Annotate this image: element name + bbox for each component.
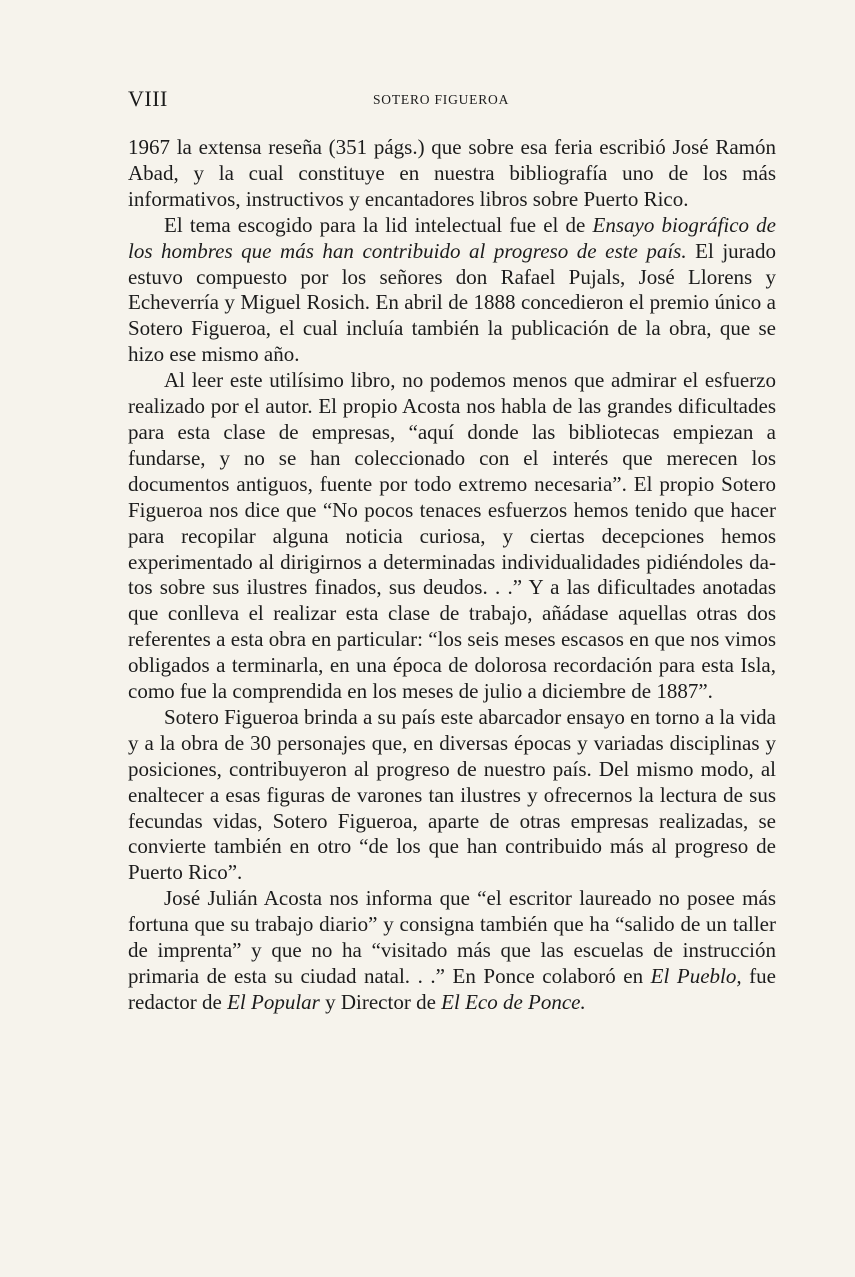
paragraph-4-text: Sotero Figueroa brinda a su país este abarcador ensayo en torno a la vida y a la obra de 30 personajes que, en diversas épocas y variadas disciplinas y posiciones, contribuyeron al progreso de nuestro país. Del mismo modo, al enaltecer a esas figuras de varones tan ilustres y ofrecernos la lectura de sus fecundas vidas, Sotero Figueroa, aparte de otras empresas realizadas, se convierte también en otro “de los que han contribuido más al progreso de Puerto Rico”.: [128, 704, 776, 885]
paragraph-5: [128, 886, 776, 1016]
paragraph-4: [128, 705, 776, 886]
paragraph-5-text-b: fue redactor de: [128, 964, 776, 1014]
paragraph-1-text: 1967 la extensa reseña (351 págs.) que sobre esa feria escribió José Ramón Abad, y la cual constituye en nuestra bibliografía uno de los más informativos, instructivos y encantadores libros sobre Puerto Rico.: [128, 135, 776, 211]
newspaper-el-popular: El Popular: [227, 989, 320, 1014]
paragraph-5-text-c: y Director de: [319, 989, 442, 1014]
paragraph-3: [128, 368, 776, 705]
paragraph-2-text-b: El jurado estuvo compuesto por los señores don Rafael Pujals, José Llorens y Echeverría y Miguel Rosich. En abril de 1888 concedieron el premio único a Sotero Figueroa, el cual incluía también la publicación de la obra, que se hizo ese mismo año.: [128, 238, 776, 367]
paragraph-2: [128, 213, 776, 368]
paragraph-3-text: Al leer este utilísimo libro, no podemos menos que admirar el esfuerzo realizado por el autor. El propio Acosta nos habla de las grandes dificultades para esta clase de empresas, “aquí donde las bibliotecas empiezan a fundarse, y no se han coleccionado con el interés que merecen los documentos antiguos, fuente por todo extremo necesaria”. El propio Sotero Figueroa nos dice que “No pocos tenaces esfuerzos hemos tenido que hacer para recopilar alguna noticia curiosa, y ciertas decepciones hemos experimentado al dirigirnos a determinadas individualidades pidiéndoles datos sobre sus ilustres finados, sus deudos. . .” Y a las dificultades anotadas que conlleva el realizar esta clase de trabajo, añádase aquellas otras dos referentes a esta obra en particular: “los seis meses escasos en que nos vimos obligados a terminarla, en una época de dolorosa recordación para esta Isla, como fue la comprendida en los meses de julio a diciembre de 1887”.: [128, 368, 776, 704]
running-head: SOTERO FIGUEROA: [373, 92, 510, 107]
body-text: [128, 135, 776, 1016]
essay-title: Ensayo biográfico de los hombres que más han contribuido al progreso de este país.: [128, 212, 777, 263]
page-number: VIII: [128, 86, 168, 111]
newspaper-el-pueblo: El Pueblo,: [650, 964, 742, 988]
paragraph-1: [128, 135, 776, 213]
newspaper-el-eco-de-ponce: El Eco de Ponce.: [441, 989, 586, 1014]
paragraph-5-text-a: José Julián Acosta nos informa que “el escritor laureado no posee más fortuna que su trabajo diario” y consigna también que ha “salido de un taller de imprenta” y que no ha “visitado más que las escuelas de instrucción primaria de esta su ciudad natal. . .” En Ponce colaboró en: [128, 886, 776, 988]
page-header: [128, 86, 776, 116]
paragraph-2-text-a: El tema escogido para la lid intelectual fue el de: [164, 212, 593, 237]
